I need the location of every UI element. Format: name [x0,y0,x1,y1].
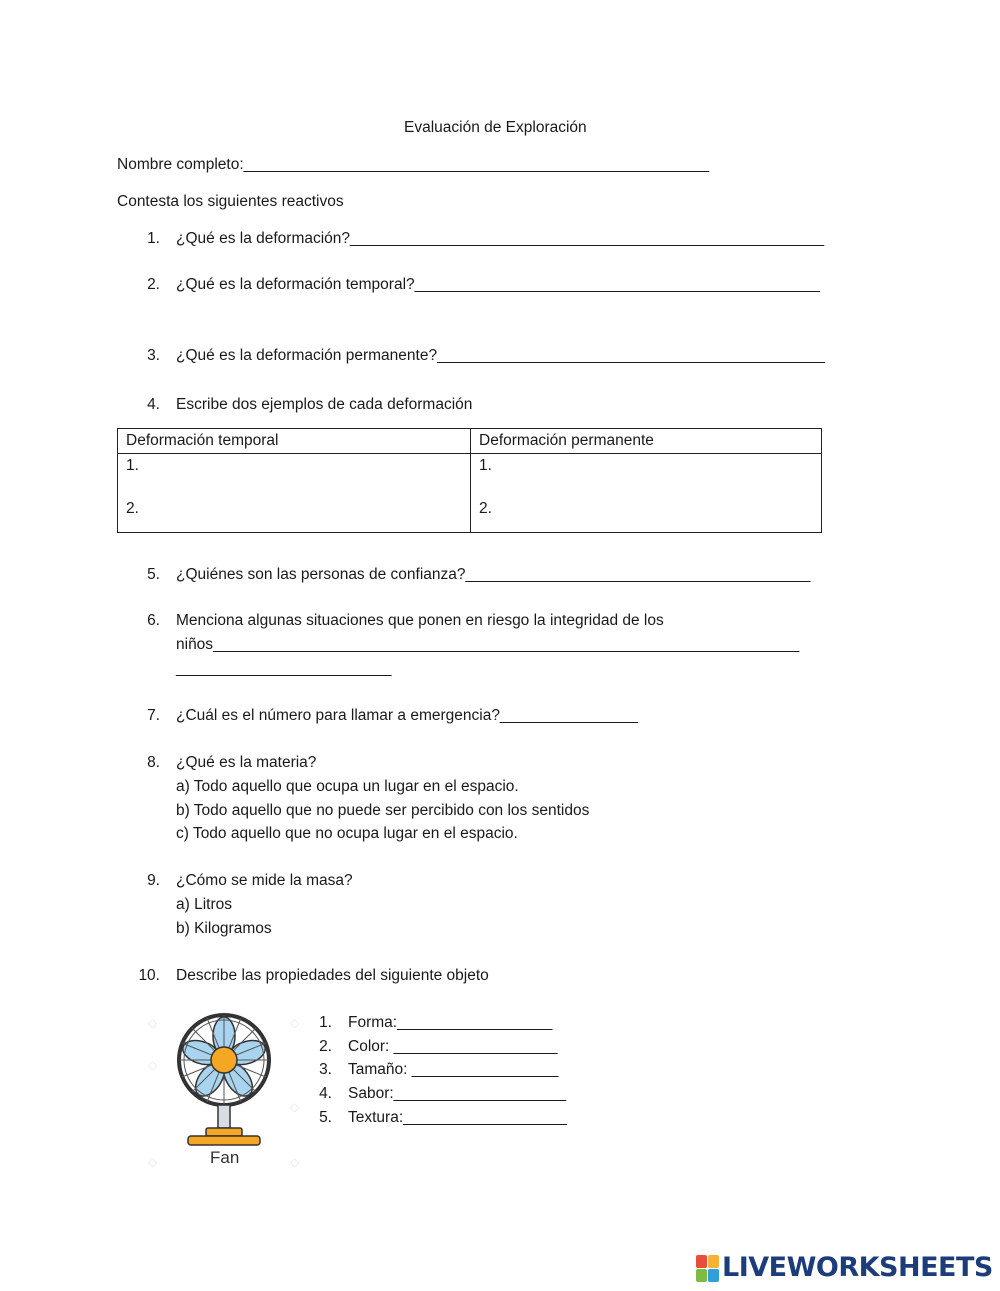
option-a[interactable]: a) Todo aquello que ocupa un lugar en el espacio. [176,778,519,795]
question-number: 9. [147,872,160,889]
property-color[interactable]: Color: ___________________ [348,1038,558,1055]
watermark-icon: ◇ [290,1155,300,1169]
property-number: 3. [319,1061,332,1078]
watermark-icon: ◇ [290,1016,300,1030]
option-b[interactable]: b) Kilogramos [176,920,272,937]
watermark-icon: ◇ [148,1155,158,1169]
watermark-icon: ◇ [290,1100,300,1114]
deformation-table [117,428,822,533]
question-number: 6. [147,612,160,629]
property-forma[interactable]: Forma:__________________ [348,1014,553,1031]
question-1[interactable]: ¿Qué es la deformación?_______________________________________________________ [176,230,825,247]
watermark-icon: ◇ [148,1016,158,1030]
question-8: ¿Qué es la materia? [176,754,317,771]
watermark-icon: ◇ [148,1058,158,1072]
question-10: Describe las propiedades del siguiente objeto [176,967,489,984]
property-number: 1. [319,1014,332,1031]
table-cell-permanent[interactable] [471,454,822,533]
question-4: Escribe dos ejemplos de cada deformación [176,396,473,413]
question-6-answer-line[interactable]: niños____________________________________________________________________ [176,636,800,653]
property-tamano[interactable]: Tamaño: _________________ [348,1061,559,1078]
list-item: 2. [479,500,492,517]
question-number: 2. [147,276,160,293]
question-6-answer-line[interactable]: _________________________ [176,660,392,677]
question-number: 7. [147,707,160,724]
instructions: Contesta los siguientes reactivos [117,193,344,210]
question-5[interactable]: ¿Quiénes son las personas de confianza?________________________________________ [176,566,811,583]
question-7[interactable]: ¿Cuál es el número para llamar a emergencia?________________ [176,707,638,724]
property-number: 4. [319,1085,332,1102]
list-item: 1. [126,457,139,474]
brand-name: LIVEWORKSHEETS [722,1252,993,1283]
property-number: 2. [319,1038,332,1055]
list-item: 2. [126,500,139,517]
table-cell-temporal[interactable] [118,454,471,533]
question-number: 4. [147,396,160,413]
question-number: 8. [147,754,160,771]
question-9: ¿Cómo se mide la masa? [176,872,353,889]
question-number: 3. [147,347,160,364]
option-c[interactable]: c) Todo aquello que no ocupa lugar en el espacio. [176,825,518,842]
liveworksheets-badge-icon [696,1255,718,1281]
question-number: 10. [138,967,160,984]
fan-caption: Fan [210,1148,240,1167]
question-3[interactable]: ¿Qué es la deformación permanente?_____________________________________________ [176,347,825,364]
option-b[interactable]: b) Todo aquello que no puede ser percibido con los sentidos [176,802,590,819]
property-textura[interactable]: Textura:___________________ [348,1109,567,1126]
question-number: 1. [147,230,160,247]
page-title: Evaluación de Exploración [404,119,587,136]
question-2[interactable]: ¿Qué es la deformación temporal?_______________________________________________ [176,276,820,293]
question-6: Menciona algunas situaciones que ponen en riesgo la integridad de los [176,612,664,629]
property-sabor[interactable]: Sabor:____________________ [348,1085,567,1102]
table-header-temporal: Deformación temporal [118,429,471,454]
property-number: 5. [319,1109,332,1126]
full-name-field[interactable]: Nombre completo:______________________________________________________ [117,156,710,173]
liveworksheets-logo [696,1253,993,1283]
list-item: 1. [479,457,492,474]
table-header-permanent: Deformación permanente [471,429,822,454]
option-a[interactable]: a) Litros [176,896,232,913]
question-number: 5. [147,566,160,583]
